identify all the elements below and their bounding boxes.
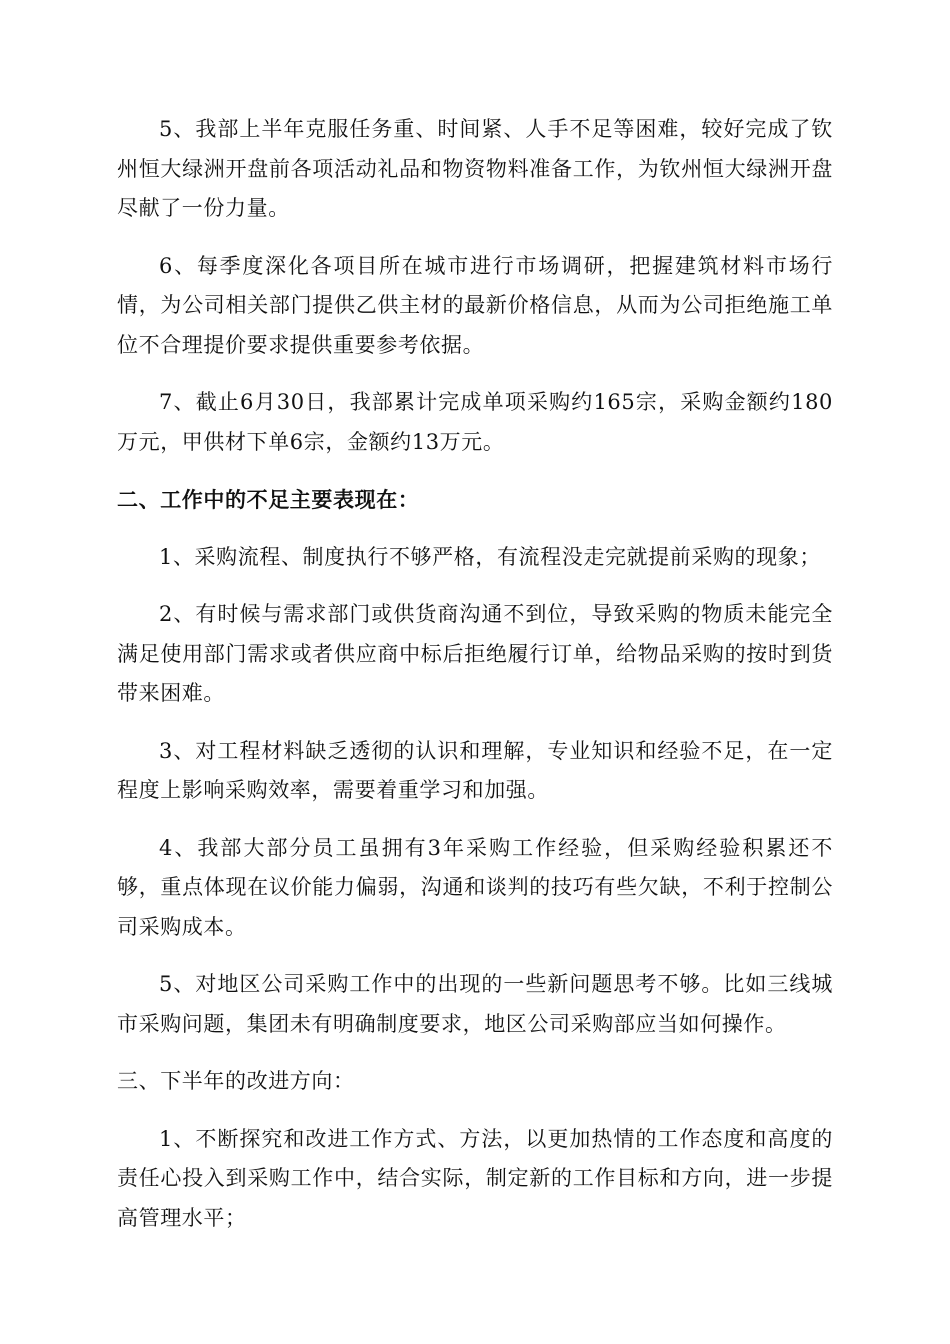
paragraph-shortcoming-1: 1、采购流程、制度执行不够严格，有流程没走完就提前采购的现象； [159,544,821,569]
paragraph-improvement-1: 1、不断探究和改进工作方式、方法，以更加热情的工作态度和高度的责任心投入到采购工作中，结合实际，制定新的工作目标和方向，进一步提高管理水平； [117,1126,833,1230]
section-heading-shortcomings: 二、工作中的不足主要表现在： [117,487,420,512]
paragraph-shortcoming-4: 4、我部大部分员工虽拥有3年采购工作经验，但采购经验积累还不够，重点体现在议价能力偏弱，沟通和谈判的技巧有些欠缺，不利于控制公司采购成本。 [117,835,833,939]
paragraph-shortcoming-2: 2、有时候与需求部门或供货商沟通不到位，导致采购的物质未能完全满足使用部门需求或者供应商中标后拒绝履行订单，给物品采购的按时到货带来困难。 [117,602,833,705]
paragraph-achievement-6: 6、每季度深化各项目所在城市进行市场调研，把握建筑材料市场行情，为公司相关部门提供乙供主材的最新价格信息，从而为公司拒绝施工单位不合理提价要求提供重要参考依据。 [117,253,833,357]
section-heading-improvements: 三、下半年的改进方向： [117,1069,355,1093]
paragraph-shortcoming-3: 3、对工程材料缺乏透彻的认识和理解，专业知识和经验不足，在一定程度上影响采购效率，需要着重学习和加强。 [117,738,833,802]
paragraph-achievement-5: 5、我部上半年克服任务重、时间紧、人手不足等困难，较好完成了钦州恒大绿洲开盘前各项活动礼品和物资物料准备工作，为钦州恒大绿洲开盘尽献了一份力量。 [117,117,833,220]
paragraph-shortcoming-5: 5、对地区公司采购工作中的出现的一些新问题思考不够。比如三线城市采购问题，集团未有明确制度要求，地区公司采购部应当如何操作。 [117,972,833,1036]
paragraph-achievement-7: 7、截止6月30日，我部累计完成单项采购约165宗，采购金额约180万元，甲供材下单6宗，金额约13万元。 [117,390,833,454]
document-page [117,110,833,1256]
